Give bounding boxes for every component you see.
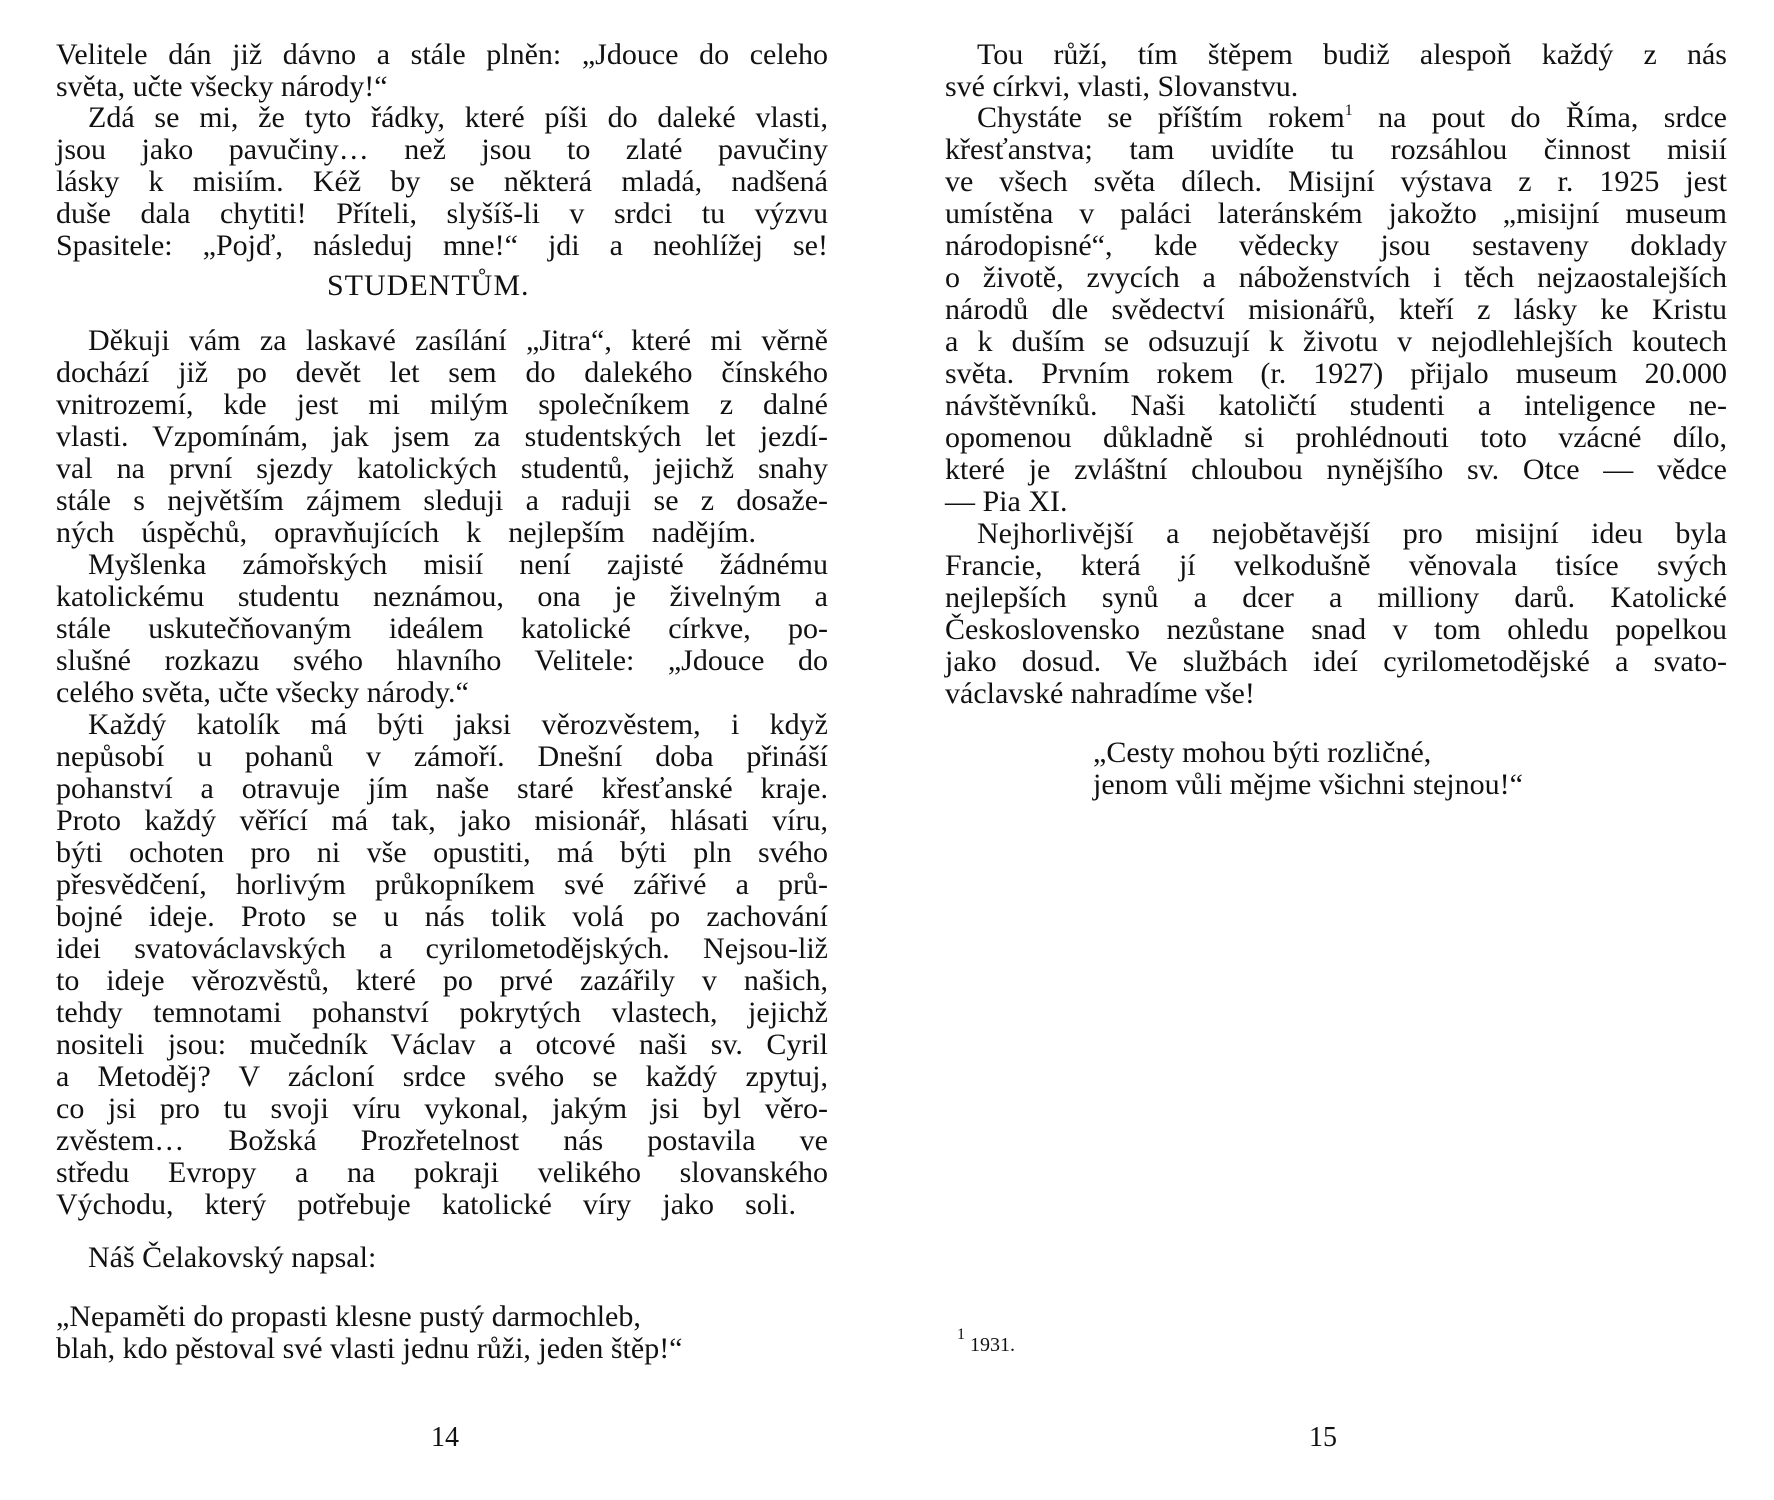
text-line: co jsi pro tu svoji víru vykonal, jakým jsi byl věro- — [56, 1092, 828, 1125]
text-line: národů dle svědectví misionářů, kteří z lásky ke Kristu — [945, 293, 1727, 326]
text-line: dochází již po devět let sem do dalekého čínského — [56, 356, 828, 389]
text-line: — Pia XI. — [945, 485, 1068, 518]
text-line: nositeli jsou: mučedník Václav a otcové naši sv. Cyril — [56, 1028, 828, 1061]
text-line: bojné ideje. Proto se u nás tolik volá po zachování — [56, 900, 828, 933]
text-line: pohanství a otravuje jím naše staré křesťanské kraje. — [56, 772, 828, 805]
text-line: Proto každý věřící má tak, jako misionář, hlásati víru, — [56, 804, 828, 837]
text-line: slušné rozkazu svého hlavního Velitele: „Jdouce do — [56, 644, 828, 677]
text-line: Tou růží, tím štěpem budiž alespoň každý z nás — [977, 38, 1727, 71]
motto-line: „Cesty mohou býti rozličné, — [1093, 736, 1432, 769]
text-line: umístěna v paláci lateránském jakožto „misijní museum — [945, 197, 1727, 230]
text-line: Východu, který potřebuje katolické víry jako soli. — [56, 1188, 796, 1221]
text-line: své církvi, vlasti, Slovanstvu. — [945, 70, 1299, 103]
text-line: duše dala chytiti! Příteli, slyšíš-li v srdci tu výzvu — [56, 197, 828, 230]
text-line: vnitrozemí, kde jest mi milým společníkem z dalné — [56, 388, 828, 421]
text-line: býti ochoten pro ni vše opustiti, má býti pln svého — [56, 836, 828, 869]
text-line: opomenou důkladně si prohlédnouti toto vzácné dílo, — [945, 421, 1727, 454]
text-line: Spasitele: „Pojď, následuj mne!“ jdi a neohlížej se! — [56, 229, 828, 262]
text-line: národopisné“, kde vědecky jsou sestaveny doklady — [945, 229, 1727, 262]
text-line: Náš Čelakovský napsal: — [88, 1241, 377, 1274]
text-line: přesvědčení, horlivým průkopníkem své zářivé a prů- — [56, 868, 828, 901]
right-page — [887, 0, 1774, 1500]
text-line: Každý katolík má býti jaksi věrozvěstem, i když — [88, 708, 828, 741]
text-line: jako dosud. Ve službách ideí cyrilometodějské a svato- — [945, 645, 1727, 678]
text-line: jsou jako pavučiny… než jsou to zlaté pavučiny — [56, 133, 828, 166]
text-line: ných úspěchů, opravňujících k nejlepším nadějím. — [56, 516, 756, 549]
text-line: Československo nezůstane snad v tom ohledu popelkou — [945, 613, 1727, 646]
page-number: 15 — [1309, 1422, 1337, 1453]
text-line: Zdá se mi, že tyto řádky, které píši do daleké vlasti, — [88, 101, 828, 134]
text-line — [977, 102, 1727, 134]
text-line: tehdy temnotami pohanství pokrytých vlastech, jejichž — [56, 996, 828, 1029]
text-line: stále uskutečňovaným ideálem katolické církve, po- — [56, 612, 828, 645]
text-line: které je zvláštní chloubou nynějšího sv. Otce — vědce — [945, 453, 1727, 486]
quote-line: blah, kdo pěstoval své vlasti jednu růži, jeden štěp!“ — [56, 1332, 683, 1365]
text-line: ve všech světa dílech. Misijní výstava z r. 1925 jest — [945, 165, 1727, 198]
text-line: zvěstem… Božská Prozřetelnost nás postavila ve — [56, 1124, 828, 1157]
page-number: 14 — [431, 1422, 459, 1453]
text-line: světa, učte všecky národy!“ — [56, 70, 388, 103]
text-line: křesťanstva; tam uvidíte tu rozsáhlou činnost misií — [945, 133, 1727, 166]
text-line: václavské nahradíme vše! — [945, 677, 1255, 710]
motto-line: jenom vůli mějme všichni stejnou!“ — [1093, 768, 1523, 801]
text-segment: na pout do Říma, srdce — [1352, 101, 1727, 134]
text-line: celého světa, učte všecky národy.“ — [56, 676, 469, 709]
quote-line: „Nepaměti do propasti klesne pustý darmochleb, — [56, 1300, 641, 1333]
footnote-reference: 1 — [1344, 102, 1353, 119]
text-line: lásky k misiím. Kéž by se některá mladá, nadšená — [56, 165, 828, 198]
footnote-mark: 1 — [957, 1326, 965, 1343]
text-line: a Metoděj? V zácloní srdce svého se každý zpytuj, — [56, 1060, 828, 1093]
text-line: nepůsobí u pohanů v zámoří. Dnešní doba přináší — [56, 740, 828, 773]
text-line: vlasti. Vzpomínám, jak jsem za studentských let jezdí- — [56, 420, 828, 453]
text-line: val na první sjezdy katolických studentů, jejichž snahy — [56, 452, 828, 485]
text-line: a k duším se odsuzují k životu v nejodlehlejších koutech — [945, 325, 1727, 358]
text-line: stále s největším zájmem sleduji a raduji se z dosaže- — [56, 484, 828, 517]
text-line: nejlepších synů a dcer a milliony darů. Katolické — [945, 581, 1727, 614]
footnote — [957, 1326, 1015, 1357]
text-line: Velitele dán již dávno a stále plněn: „Jdouce do celeho — [56, 38, 828, 71]
section-heading: STUDENTŮM. — [327, 269, 530, 302]
text-line: Děkuji vám za laskavé zasílání „Jitra“, které mi věrně — [88, 324, 828, 357]
text-line: to ideje věrozvěstů, které po prvé zazářily v našich, — [56, 964, 828, 997]
text-line: Francie, která jí velkodušně věnovala tisíce svých — [945, 549, 1727, 582]
text-line: Nejhorlivější a nejobětavější pro misijní ideu byla — [977, 517, 1727, 550]
text-line: Myšlenka zámořských misií není zajisté žádnému — [88, 548, 828, 581]
text-line: světa. Prvním rokem (r. 1927) přijalo museum 20.000 — [945, 357, 1727, 390]
text-line: katolickému studentu neznámou, ona je živelným a — [56, 580, 828, 613]
text-line: o životě, zvycích a náboženstvích i těch nejzaostalejších — [945, 261, 1727, 294]
text-line: idei svatováclavských a cyrilometodějských. Nejsou-liž — [56, 932, 828, 965]
text-line: středu Evropy a na pokraji velikého slovanského — [56, 1156, 828, 1189]
footnote-text: 1931. — [970, 1334, 1015, 1356]
text-line: návštěvníků. Naši katoličtí studenti a inteligence ne- — [945, 389, 1727, 422]
text-segment: Chystáte se příštím rokem — [977, 101, 1345, 134]
